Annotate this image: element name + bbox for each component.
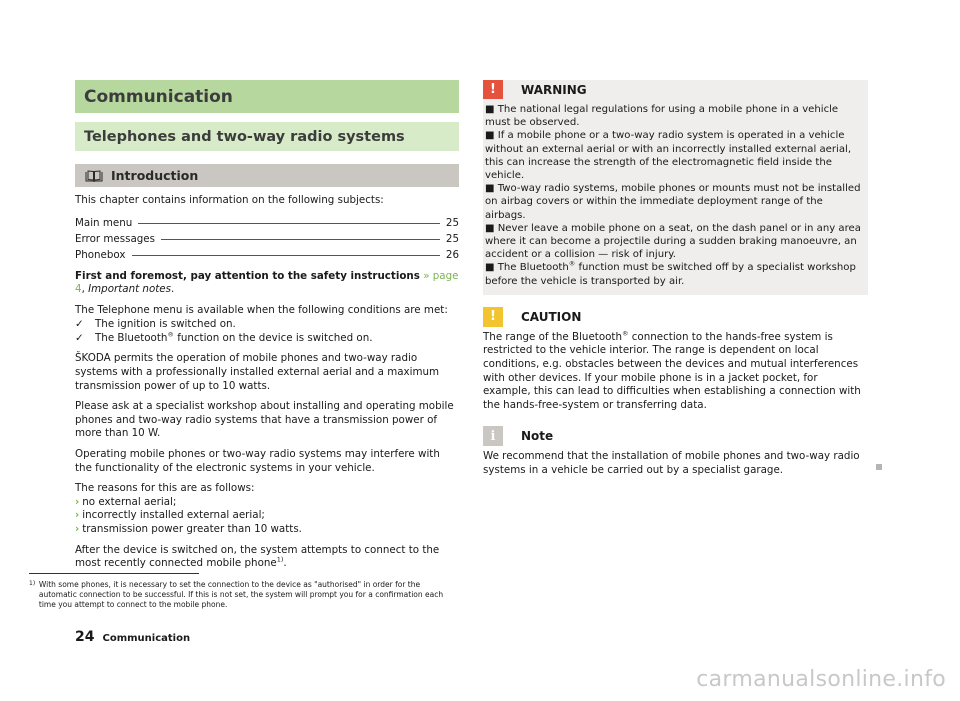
reason-item [75,509,459,523]
note-header [483,426,868,446]
warning-box [483,80,868,295]
safety-important-notes: Important notes [88,283,171,296]
chapter-title: Communication [84,86,233,107]
section-header [75,122,459,151]
introduction-header [75,164,459,187]
condition-item [75,317,459,331]
reason-text: incorrectly installed external aerial; [82,509,265,522]
condition-text-pre: The ignition is switched on. [95,318,236,331]
warning-item [485,261,866,287]
footnote-divider [29,573,199,574]
warning-item [485,129,866,182]
chapter-lead: This chapter contains information on the following subjects: [75,194,384,206]
warning-item [485,103,866,129]
section-title: Telephones and two-way radio systems [84,128,405,145]
caution-header [483,307,868,327]
info-icon: i [483,426,503,446]
warning-header [483,80,868,99]
registered-mark: ® [167,330,174,339]
toc-entry[interactable] [75,215,459,231]
paragraph-interference: Operating mobile phones or two-way radio systems may interfere with the functionality of the electronic systems in your vehicle. [75,447,440,474]
registered-mark: ® [622,329,629,338]
left-column [75,80,459,571]
caution-text-pre: The range of the Bluetooth [483,330,622,343]
warning-text: ■ Never leave a mobile phone on a seat, on the dash panel or in any area where it can become a projectile during a sudden braking manoeuvre, an accident or a collision — risk of injury. [485,222,861,261]
caution-title: CAUTION [521,309,582,324]
footnote-ref[interactable]: 1) [276,555,284,564]
footnote-number: 1) [29,580,36,587]
note-title: Note [521,429,554,444]
watermark: carmanualsonline.info [696,667,946,692]
registered-mark: ® [568,260,576,269]
check-icon: ✓ [75,332,84,345]
condition-text [95,317,236,331]
safety-separator: , [81,283,89,296]
warning-item [485,182,866,222]
toc-label: Main menu [75,216,133,229]
reason-text: no external aerial; [82,495,177,508]
toc-page: 26 [445,248,459,261]
caution-exclamation-icon: ! [483,307,503,327]
paragraph-skoda-permits: ŠKODA permits the operation of mobile phones and two-way radio systems with a professionally installed external aerial and a maximum transmission power of up to 10 watts. [75,352,440,392]
paragraph-auto-connect [75,544,459,571]
warning-text: ■ Two-way radio systems, mobile phones or mounts must not be installed on airbag covers or within the immediate deployment range of the airbags. [485,183,861,221]
condition-text-post: function on the device is switched on. [173,332,373,345]
reason-item [75,523,459,537]
safety-page-link[interactable]: » page 4 [75,269,459,296]
footnote-text: With some phones, it is necessary to set the connection to the device as "authorised" in order for the automatic connection to be successful. If this is not set, the system will prompt you for a confirmation each time you attempt to connect to the mobile phone. [38,580,444,609]
warning-text: ■ The Bluetooth [485,262,569,274]
conditions-list [75,317,459,345]
warning-body [483,99,868,288]
warning-item [485,222,866,262]
toc-leader [132,255,440,256]
condition-text [95,331,373,345]
chapter-header [75,80,459,113]
toc-leader [161,239,440,240]
warning-text: ■ The national legal regulations for using a mobile phone in a vehicle must be observed. [485,104,839,129]
open-book-icon [85,170,103,182]
toc-label: Error messages [75,232,156,245]
note-body: We recommend that the installation of mobile phones and two-way radio systems in a vehicle be carried out by a specialist garage. [483,450,860,476]
chevron-right-icon: › [75,522,80,535]
page-number: 24 [75,629,95,645]
page-footer [75,629,190,645]
auto-connect-text: After the device is switched on, the system attempts to connect to the most recently connected mobile phone [75,543,440,570]
reasons-list [75,496,459,537]
safety-instruction [75,270,459,297]
warning-exclamation-icon: ! [483,80,503,99]
toc-page: 25 [445,232,459,245]
note-text [483,450,868,477]
check-icon: ✓ [75,318,84,331]
caution-text-post: connection to the hands-free system is restricted to the vehicle interior. The range is dependent on local conditions, e.g. obstacles between the devices and mutual interferences with other devices. If your mobile phone is in a jacket pocket, for example, this can lead to difficulties when establishing a connection with the hands-free-system or transferring data. [483,330,861,411]
chevron-right-icon: › [75,509,80,522]
chevron-right-icon: › [75,495,80,508]
footer-chapter-name: Communication [102,633,191,644]
reason-item [75,496,459,510]
conditions-intro: The Telephone menu is available when the following conditions are met: [75,303,448,316]
right-column [483,80,868,478]
condition-item [75,331,459,345]
warning-title: WARNING [521,82,587,97]
safety-bold-text: First and foremost, pay attention to the safety instructions [75,269,420,282]
reason-text: transmission power greater than 10 watts. [82,522,302,535]
toc-label: Phonebox [75,248,126,261]
safety-end: . [171,283,175,296]
paragraph-specialist-workshop: Please ask at a specialist workshop about installing and operating mobile phones and two-way radio systems that have a transmission power of more than 10 W. [75,400,454,440]
reasons-intro: The reasons for this are as follows: [75,482,255,495]
toc-entry[interactable] [75,247,459,263]
introduction-title: Introduction [111,168,199,183]
footnote [29,580,460,610]
toc-page: 25 [445,216,459,229]
section-end-square-icon [876,464,882,470]
table-of-contents [75,215,459,263]
warning-text: ■ If a mobile phone or a two-way radio system is operated in a vehicle without an external aerial or with an incorrectly installed external aerial, this can increase the strength of the electromagnetic field inside the vehicle. [485,130,852,182]
caution-text [483,331,868,413]
toc-leader [138,223,440,224]
auto-connect-end: . [283,557,287,570]
condition-text-pre: The Bluetooth [95,332,168,345]
warning-text-post: function must be switched off by a specialist workshop before the vehicle is transported by air. [485,262,856,287]
toc-entry[interactable] [75,231,459,247]
